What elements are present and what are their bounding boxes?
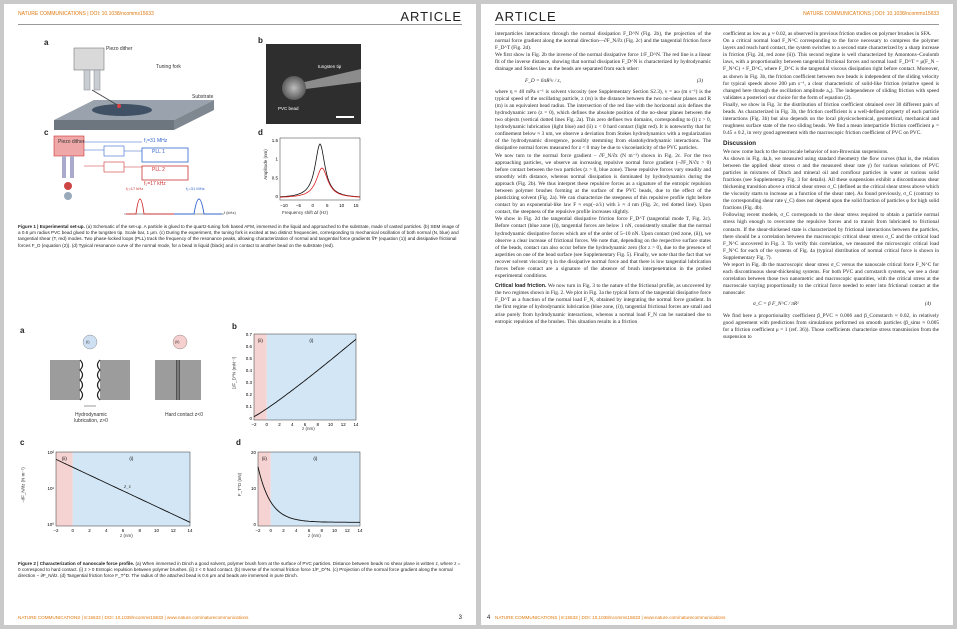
- y-tick-label: 10²: [47, 450, 54, 455]
- paragraph: We now turn to the normal force gradient − ∂F_N/∂z (N m⁻¹) shown in Fig. 2c. For the two approaching particles, we observe an increasing repulsive normal force gradient (−∂F_N/∂z > 0) before contact between the two particles (z > 0, blue zone). These repulsive forces vary steadily and smoothly with distance, whereas normal dissipation is dominated by hydrodynamics during the approach (Fig. 2b). We thus interpret these repulsive forces as a signature of the entropic repulsion between polymer brushes forming at the surface of the PVC beads, due to the effect of the plasticizing solvent (Fig. 2a). We can characterize the steepness of this repulsive profile right before contact by an exponential-like law F ≈ exp(−z/λ) with λ ≈ 4 nm (Fig. 2c, red dotted line). Upon contact, the steepness of the repulsive profile increases slightly.: [495, 152, 711, 216]
- regime-i-label: (i): [309, 338, 314, 343]
- spectrum-blue-label: f₁=31 MHz: [186, 186, 205, 191]
- fig2-panel-d: [236, 438, 364, 540]
- header-rule: [18, 24, 462, 25]
- fig1d-ylabel: Amplitude (nm): [262, 149, 268, 180]
- contact-label: Hard contact z<0: [165, 412, 203, 418]
- y-tick-label: 1.5: [271, 138, 278, 143]
- fig2b-plot: [240, 326, 360, 434]
- y-tick-label: 10⁰: [47, 522, 54, 527]
- x-tick-label: 8: [138, 528, 142, 533]
- pll1-label: PLL 1: [152, 149, 165, 155]
- regime-i-label: (i): [129, 456, 134, 461]
- left-page-number: 3: [458, 615, 462, 621]
- y-tick-label: 0: [253, 522, 256, 527]
- equation-4-number: (4): [924, 301, 931, 308]
- right-page-number: 4: [487, 615, 491, 621]
- f2-label: f₂=17 kHz: [144, 181, 166, 187]
- fig1-panel-a: [44, 40, 264, 140]
- x-tick-label: −10: [280, 203, 288, 208]
- x-tick-label: 0: [265, 422, 269, 427]
- fig2b-ylabel: 1/F_D^N (mN⁻¹): [231, 356, 237, 390]
- paragraph: coefficient as low as μ ≈ 0.02, as observed in previous friction studies on polymer brushes in SFA.: [723, 31, 932, 37]
- hydro-label: Hydrodynamic lubrication, z>0: [74, 412, 108, 424]
- equation-4: [723, 297, 939, 312]
- spectrum-red-label: f₁=17 kHz: [126, 186, 144, 191]
- paragraph: We first show in Fig. 2b the inverse of the normal dissipative force 1/F_D^N. The red line is a linear fit of the inverse distance, showing that normal dissipation F_D^N is characterized by hydrodynamic drainage and Stokes law as the beads are separated from each other:: [495, 52, 711, 73]
- discussion-heading: Discussion: [723, 140, 757, 148]
- x-tick-label: 5: [325, 203, 329, 208]
- right-header-rule: [495, 24, 939, 25]
- fig2b-xlabel: z (nm): [302, 426, 315, 431]
- x-tick-label: −5: [295, 203, 301, 208]
- fig1-label-a: a: [44, 38, 49, 47]
- y-tick-label: 0.6: [245, 344, 252, 349]
- critical-load-heading: Critical load friction.: [495, 283, 547, 290]
- fig1-caption-title: Figure 1 | Experimental set-up.: [18, 224, 85, 229]
- fig2c-ylabel: −∂F_N/∂z (N m⁻¹): [20, 467, 26, 503]
- fig2-label-a: a: [20, 326, 25, 335]
- piezo-dither-label: Piezo dither: [106, 46, 133, 52]
- paragraph: We now come back to the macroscale behavior of non-Brownian suspensions.: [723, 148, 889, 155]
- series-line-contact: [280, 168, 360, 197]
- fig1d-plot: [266, 132, 366, 218]
- fig1-caption: [18, 224, 462, 249]
- x-tick-label: 12: [340, 422, 346, 427]
- x-tick-label: 6: [121, 528, 125, 533]
- fig2d-plot: [244, 444, 364, 540]
- fig2d-xlabel: z (nm): [308, 533, 321, 538]
- fig2a-regime-i: (i): [86, 339, 90, 344]
- pll2-label: PLL 2: [152, 167, 165, 173]
- paragraph: where η ≈ 40 mPa s⁻¹ is solvent viscosity (see Supplementary Section S2.3), v = aω (m s⁻¹) is the typical speed of the oscillating particle, z (m) is the distance between the two no-shear planes and R (m) is an equivalent bead radius. The intersection of the red line with the horizontal axis defines the hydrodynamic zero (z = 0), which defines the absolute position of the no-shear planes between the two objects (vertical dotted lines Fig. 2a). This zero defines two domains, corresponding to (i) z > 0, hydrodynamic lubrication (light blue) and (ii) z < 0 hard contact (light red). It is noteworthy that for confinement below ≈ 3 nm, we observe a deviation from Stokes hydrodynamics with a regularization of the hydrodynamic divergence, possibly stemming from elastohydrodynamic interactions. The dissipative normal forces measured for z < 0 may be due to viscoelasticity of the PVC particles.: [495, 88, 711, 152]
- sem-image: [266, 44, 361, 124]
- y-tick-label: 20: [250, 450, 256, 455]
- zc-label: z_c: [124, 484, 132, 489]
- fig2d-ylabel: F_T^D (nN): [237, 472, 243, 497]
- y-tick-label: 0.1: [245, 404, 252, 409]
- fig1d-xlabel: Frequency shift Δf (Hz): [282, 210, 329, 215]
- paragraph: We now turn in Fig. 3 to the nature of the frictional profile, as uncovered by the two regimes shown in Fig. 2. We plot in Fig. 3a the typical form of the tangential dissipative force F_D^T as a function of the normal load F_N, obtained by integrating the normal force gradient. In the first regime of hydrodynamic lubrication (blue zone, (i)), tangential frictional forces are small and arise purely from hydrodynamic interactions, whereas a normal load F_N can be sustained due to entropic repulsion of the brushes. This situation results in a friction: [495, 283, 712, 325]
- right-column-2: [723, 31, 939, 341]
- f1-label: f₁=31 MHz: [144, 138, 168, 144]
- paragraph: We show in Fig. 2d the tangential dissipative friction force F_D^T (tangential mode T, Fig. 2c). Before contact (blue zone (i)), tangential forces are below 1 nN, consistently smaller that the normal hydrodynamic dissipative forces which are of the order of 5–10 nN. Upon contact (red zone, (ii)), we observe a clear increase of frictional forces. We note that, depending on the respective surface states of the beads, contact can also occur before the hydrodynamic zero (for z > 0), due to the presence of asperities on one of the bead surface (see Supplementary Fig. 5). Finally, we note that the fact that we recover solvent viscosity η in the dissipative normal force and that there is low tangential lubrication forces before contact are a signature of the absence of brush interpenetration in the probed experimental conditions.: [495, 216, 711, 280]
- x-tick-label: 14: [187, 528, 193, 533]
- y-tick-label: 10: [250, 486, 256, 491]
- paragraph: Finally, we show in Fig. 3c the distribution of friction coefficient obtained over 30 different pairs of beads. As characterized in Fig. 3b, the friction coefficient is a well-defined property of each particle interactions (Fig. 3b) but also depends on the local physicochemical, geometrical, mechanical and roughness surface state of the two sliding beads. We find a mean interparticle friction coefficient μ = 0.45 ± 0.2, in very good agreement with the macroscopic friction coefficient of PVC on PVC.: [723, 101, 939, 137]
- fig1-panel-d: [258, 128, 366, 218]
- plot-frame: [280, 138, 360, 200]
- fig2a-regime-ii: (ii): [175, 339, 180, 344]
- fig2c-xlabel: z (nm): [120, 533, 133, 538]
- x-tick-label: 4: [294, 528, 298, 533]
- pvc-bead-label: PVC bead: [278, 106, 299, 111]
- x-tick-label: 4: [290, 422, 294, 427]
- paragraph: On a critical normal load F_N^C corresponding to the force necessary to compress the polymer layers and reach hard contact, the system switches to a second state characterized by a sharp increase in friction (Fig. 2d, red zone (ii)). This second regime is well characterized by Amontons–Coulomb laws, with a proportionality between tangential frictional forces and normal load: F_D^T = μ(F_N − F_N^C) + F_D^C, where F_D^C is the tangential viscous dissipation right before contact. Moreover, as shown in Fig. 3b, the friction coefficient between two beads is independent of the sliding velocity for typical speeds above 200 μm s⁻¹, a clear characteristic of solid-like friction (relative speed is changed here through the oscillation amplitude a₀). The independence of sliding friction with speed validates a posteriori our choice for the form of equation (2).: [723, 38, 939, 101]
- fig2-panel-c: [20, 438, 194, 540]
- equation-3-number: (3): [696, 77, 703, 84]
- paragraph: Following recent models, σ_C corresponds to the shear stress required to obtain a particle normal stress high enough to overcome the repulsive forces and to transit from lubricated to frictional contacts. If the shear-thickened state is characterized by frictional interactions between the particles, there should be a correlation between the macroscopic critical shear stress σ_C and the critical load F_N^C uncovered in Fig. 3. To verify this correlation, we measured the microscopic critical load F_N^C for each of the systems of Fig. 4a (typical distribution of normal critical force is shown in Supplementary Fig. 7).: [723, 212, 939, 261]
- x-tick-label: 0: [311, 203, 315, 208]
- y-tick-label: 0.3: [245, 380, 252, 385]
- x-tick-label: 10: [339, 203, 345, 208]
- tungsten-tip-label: tungsten tip: [318, 64, 342, 69]
- x-tick-label: 8: [316, 422, 320, 427]
- y-tick-label: 0.5: [245, 356, 252, 361]
- right-section-heading: ARTICLE: [495, 9, 557, 24]
- piezo-dither-c-label: Piezo dither: [58, 139, 85, 145]
- lubrication-region-i: [267, 334, 356, 420]
- fig2-caption-text: (a) When immersed in Dinch a good solvent, polymer brush form at the surface of PVC particles. Distance between beads no shear plane is written z, where z = 0 correspond to hard contact. (i) z > 0 Entropic repulsion between polymer brushes. (ii) z < 0 hard contact. (b) Inverse of the normal friction force 1/F_D^N. (c) Projection of the normal force gradient along the normal direction − ∂F_N/∂z. (d) Tangential friction force F_T^D. The radius of the attached bead is 0.6 μm and beads are immersed in pure Dinch.: [18, 561, 461, 579]
- x-tick-label: 4: [104, 528, 108, 533]
- f-axis-label: f (kHz): [224, 210, 236, 215]
- fig2c-plot: [34, 444, 194, 540]
- x-tick-label: 2: [282, 528, 285, 533]
- x-tick-label: −2: [255, 528, 261, 533]
- section-heading: ARTICLE: [400, 9, 462, 24]
- tuning-fork-label: Tuning fork: [156, 64, 181, 70]
- fig1-label-d: d: [258, 128, 263, 137]
- fig2-panel-b: [231, 322, 360, 434]
- equation-3: [495, 74, 711, 89]
- y-tick-label: 0.5: [271, 175, 278, 181]
- y-tick-label: 10¹: [47, 486, 54, 491]
- journal-ref: NATURE COMMUNICATIONS | DOI: 10.1038/ncomms15633: [18, 11, 154, 17]
- x-tick-label: 0: [269, 528, 273, 533]
- y-tick-label: 0.7: [245, 332, 252, 337]
- right-column-1: [495, 31, 711, 326]
- paragraph: interparticles interactions through the normal dissipation F_D^N (Fig. 2b), the projection of the normal force gradient along the normal direction—∂F_N/∂z (Fig. 2c) and the tangential friction force F_D^T (Fig. 2d).: [495, 31, 711, 52]
- equation-4-body: σ_C = β F_N^C / πR²: [753, 301, 799, 308]
- x-tick-label: 12: [344, 528, 350, 533]
- fig2-caption-title: Figure 2 | Characterization of nanoscale force profile.: [18, 561, 135, 566]
- x-tick-label: 2: [278, 422, 281, 427]
- lubrication-region-i: [73, 452, 190, 526]
- left-footer: NATURE COMMUNICATIONS | 8:15633 | DOI: 10.1038/ncomms15633 | www.nature.com/naturecommunications: [18, 615, 249, 620]
- right-journal-ref: NATURE COMMUNICATIONS | DOI: 10.1038/ncomms15633: [803, 11, 939, 17]
- x-tick-label: 10: [327, 422, 334, 427]
- x-tick-label: 12: [170, 528, 176, 533]
- x-tick-label: 2: [88, 528, 91, 533]
- fig2-panel-a: [20, 326, 220, 430]
- fig2-label-b: b: [232, 322, 237, 331]
- paragraph: We report in Fig. 4b the macroscopic shear stress σ_C versus the nanoscale critical force F_N^C for each discontinuous shear-thickening systems. For both PVC and cornstarch systems, we see a clear correlation between those two nanometric and macroscopic quantities, with the critical stress at the macroscale varying proportionally to the critical force needed to enter into frictional contact at the nanoscale:: [723, 262, 939, 297]
- fig2-label-d: d: [236, 438, 241, 447]
- equation-3-body: F_D = 6πR²v / z,: [525, 77, 561, 84]
- regime-i-label: (i): [313, 456, 318, 461]
- fig1-label-c: c: [44, 128, 49, 137]
- regime-ii-label: (ii): [61, 456, 67, 461]
- x-tick-label: 6: [303, 422, 307, 427]
- x-tick-label: 8: [320, 528, 324, 533]
- regime-ii-label: (ii): [257, 338, 263, 343]
- x-tick-label: 0: [71, 528, 75, 533]
- left-page: [4, 4, 476, 625]
- fig2-caption: [18, 561, 462, 580]
- right-page: [481, 4, 953, 625]
- fig1-caption-text: (a) Schematic of the set-up. A particle is glued to the quartz-tuning fork based AFM, immersed in the liquid and approached to the substrate, made of casted particles. (b) SEM image of a 0.6 μm radius PVC bead glued to the tungsten tip. Scale bar, 1 μm. (c) During the experiment, the tuning fork is excited at two distinct frequencies, corresponding to mechanical oscillation of both normal (N, blue) and tangential shear (T, red) modes. Two phase-locked loops (PLL) track the frequency of the resonance peaks, allowing characterization of normal and tangential force gradients ∇F (equation (1)) and dissipative frictional forces F_D (equation (2)). (d) Typical resonance curve of the normal mode, for a bead in liquid (black) and in contact to another bead on the substrate (red).: [18, 224, 460, 248]
- regime-ii-label: (ii): [261, 456, 267, 461]
- fig1-panel-c: [44, 130, 249, 220]
- x-tick-label: −2: [251, 422, 257, 427]
- fig1-label-b: b: [258, 36, 263, 45]
- x-tick-label: 15: [353, 203, 359, 208]
- x-tick-label: 14: [357, 528, 363, 533]
- x-tick-label: 10: [153, 528, 160, 533]
- fig2-label-c: c: [20, 438, 25, 447]
- right-footer: NATURE COMMUNICATIONS | 8:15633 | DOI: 10.1038/ncomms15633 | www.nature.com/naturecommunications: [495, 615, 726, 620]
- x-tick-label: −2: [53, 528, 59, 533]
- y-tick-label: 0: [275, 194, 278, 199]
- x-tick-label: 10: [331, 528, 338, 533]
- y-tick-label: 0: [249, 416, 252, 421]
- x-tick-label: 6: [307, 528, 311, 533]
- fig1a-schematic: [44, 40, 264, 140]
- paragraph: We find here a proportionality coefficient β_PVC ≈ 0.006 and β_Cornstarch ≈ 0.02, in relatively good agreement with predictions from simulations performed on smooth particles (β_sims ≈ 0.005 for a friction coefficient μ = 1 (ref. 36)). Those coefficients characterize stress transmission from the suspension to: [723, 312, 939, 340]
- x-tick-label: 14: [353, 422, 359, 427]
- substrate-label: Substrate: [192, 94, 214, 100]
- y-tick-label: 0.4: [245, 368, 252, 373]
- fig1-panel-b-sem: [258, 36, 361, 124]
- y-tick-label: 1: [275, 156, 278, 162]
- paragraph: As shown in Fig. 4a,b, we measured using standard rheometry the flow curves (that is, the relation between the applied shear stress σ and the measured shear rate γ̇) for various solutions of PVC particles in mixtures of Dinch and mineral oil and cornflour particles in water at various solid fractions (see Supplementary Fig. 3 for details). All these suspensions exhibit a discontinuous shear thickening transition above a critical shear stress σ_C (defined as the critical shear stress above which the viscosity starts to increase as a function of the shear rate). As found previously, σ_C (contrary to the corresponding shear rate γ̇_C) does not depend upon the solid fraction of particles φ for high solid fractions (Fig. 4b).: [723, 155, 939, 212]
- y-tick-label: 0.2: [245, 392, 252, 397]
- contact-region-ii: [254, 334, 267, 420]
